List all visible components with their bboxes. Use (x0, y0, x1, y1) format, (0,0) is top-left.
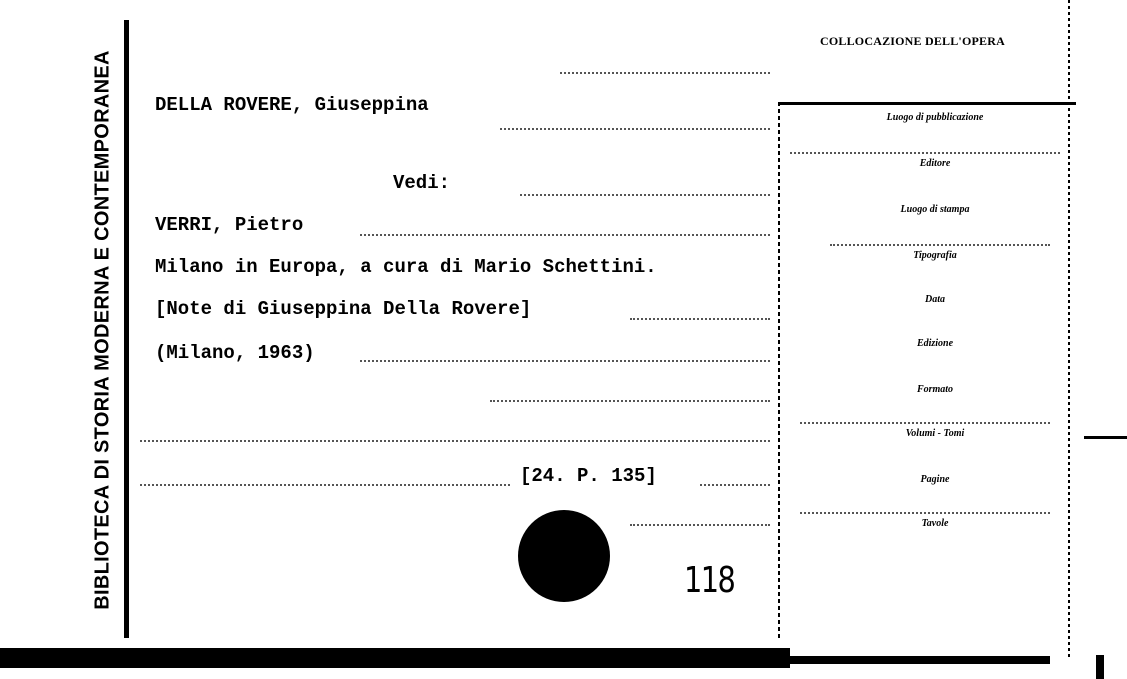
ruled-line (360, 234, 770, 236)
ruled-line (360, 360, 770, 362)
handwritten-number: 118 (684, 560, 735, 601)
ruled-line (520, 194, 770, 196)
entry-line: Milano in Europa, a cura di Mario Schettini. (155, 256, 657, 278)
ruled-line (140, 440, 770, 442)
ruled-line (700, 484, 770, 486)
ruled-line (630, 524, 770, 526)
box-top-border (778, 102, 1076, 105)
field-line (790, 152, 1060, 154)
ruled-line (560, 72, 770, 74)
bottom-border (0, 648, 790, 668)
field-label: Edizione (916, 338, 954, 349)
field-label: Volumi - Tomi (905, 428, 965, 439)
field-label: Formato (916, 384, 954, 395)
field-label: Tavole (921, 518, 949, 529)
field-label: Luogo di pubblicazione (886, 112, 984, 123)
field-label: Pagine (920, 474, 950, 485)
field-line (800, 512, 1050, 514)
ruled-line (500, 128, 770, 130)
entry-line: (Milano, 1963) (155, 342, 315, 364)
punch-hole (518, 510, 610, 602)
entry-line: [Note di Giuseppina Della Rovere] (155, 298, 532, 320)
box-left-border (778, 102, 780, 638)
collocazione-heading: COLLOCAZIONE DELL'OPERA (820, 34, 1005, 48)
left-margin-rule (124, 20, 129, 638)
right-margin-rule (1068, 0, 1070, 660)
ruled-line (630, 318, 770, 320)
edge-mark (1084, 436, 1127, 439)
field-label: Luogo di stampa (900, 204, 970, 215)
ruled-line (490, 400, 770, 402)
shelfmark: [24. P. 135] (520, 465, 657, 487)
field-label: Tipografia (913, 250, 957, 261)
field-label: Data (925, 294, 945, 305)
bottom-border (790, 656, 1050, 664)
entry-line: VERRI, Pietro (155, 214, 304, 236)
ruled-line (140, 484, 510, 486)
author-heading: DELLA ROVERE, Giuseppina (155, 94, 429, 116)
corner-mark (1096, 655, 1104, 679)
field-line (830, 244, 1050, 246)
field-label: Editore (919, 158, 951, 169)
field-line (800, 422, 1050, 424)
library-title: BIBLIOTECA DI STORIA MODERNA E CONTEMPORANEA (91, 50, 114, 610)
see-reference-label: Vedi: (393, 172, 451, 194)
